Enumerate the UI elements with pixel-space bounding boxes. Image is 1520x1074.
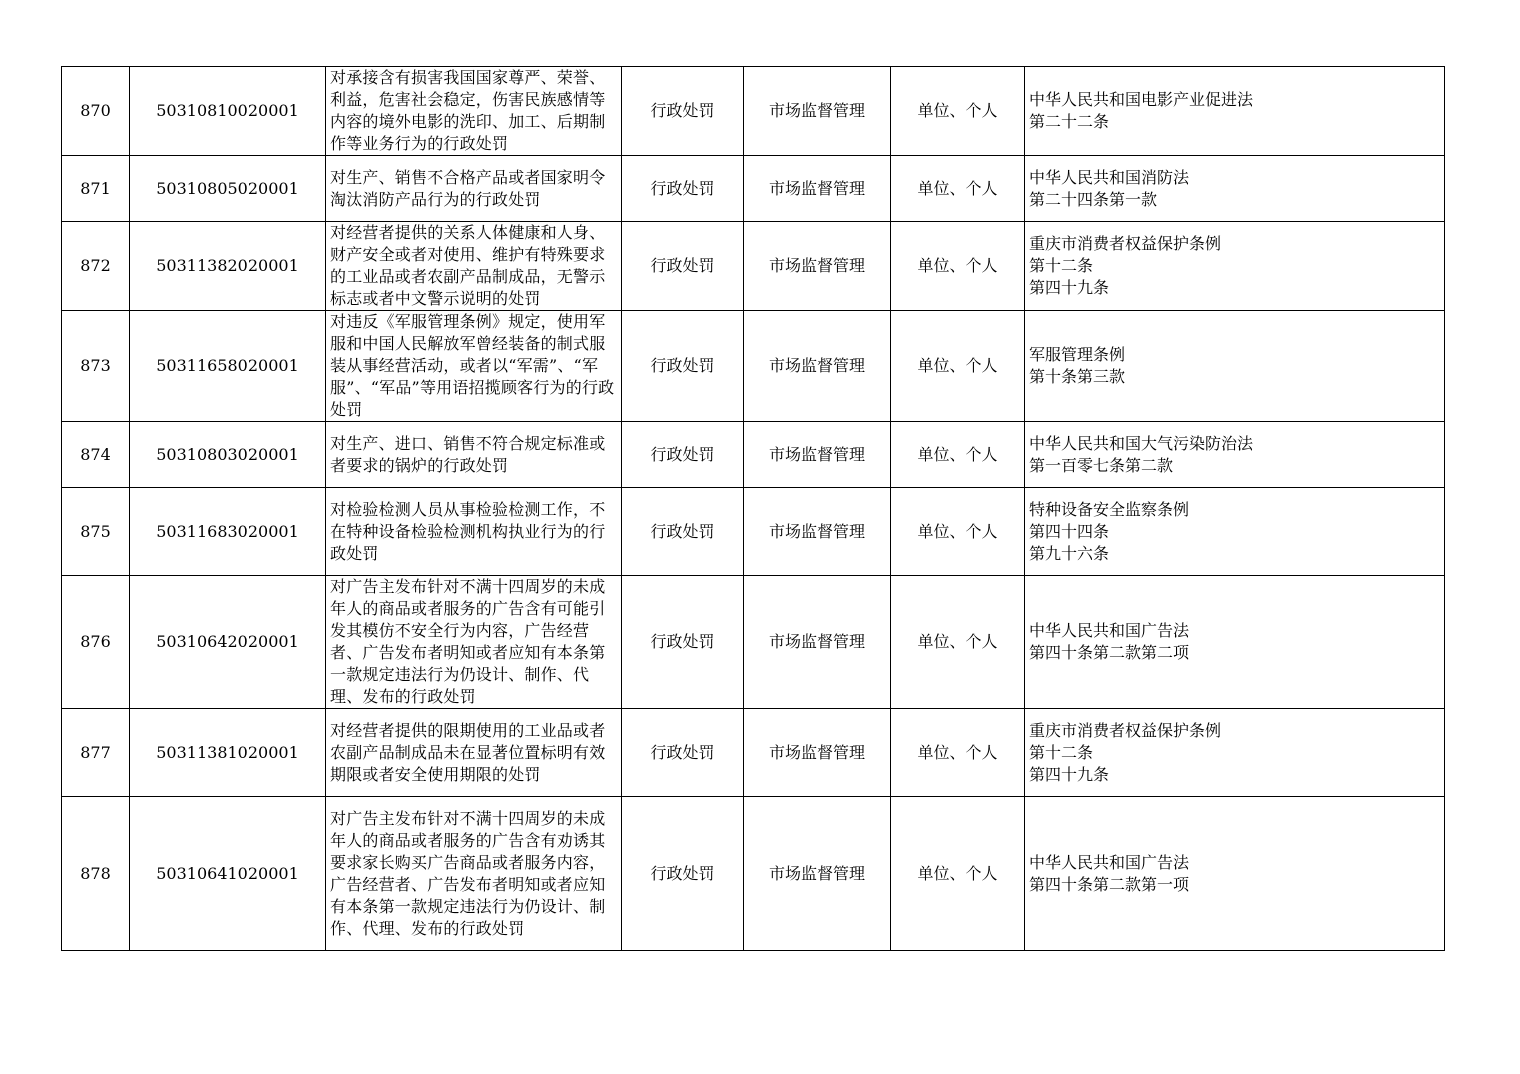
legal-basis-cell [1025,67,1445,156]
table-body [62,67,1445,951]
legal-basis-line: 第四十四条 [1029,521,1110,541]
department-cell: 市场监督管理 [744,576,891,709]
legal-basis-cell [1025,222,1445,311]
row-number-cell: 870 [62,67,130,156]
legal-basis-line: 中华人民共和国广告法 [1029,852,1190,872]
item-description-cell: 对经营者提供的限期使用的工业品或者农副产品制成品未在显著位置标明有效期限或者安全使用期限的处罚 [326,709,622,797]
item-description-cell: 对经营者提供的关系人体健康和人身、财产安全或者对使用、维护有特殊要求的工业品或者农副产品制成品，无警示标志或者中文警示说明的处罚 [326,222,622,311]
subject-cell: 单位、个人 [891,576,1025,709]
item-description-cell: 对生产、销售不合格产品或者国家明令淘汰消防产品行为的行政处罚 [326,156,622,222]
legal-basis-line: 重庆市消费者权益保护条例 [1029,720,1222,740]
legal-basis-line: 中华人民共和国消防法 [1029,167,1190,187]
item-type-cell: 行政处罚 [622,576,744,709]
table-row [62,422,1445,488]
item-code-cell: 50310810020001 [130,67,326,156]
department-cell: 市场监督管理 [744,709,891,797]
item-code-cell: 50311658020001 [130,311,326,422]
item-code-cell: 50310641020001 [130,797,326,951]
legal-basis-cell [1025,709,1445,797]
legal-basis-line: 第二十二条 [1029,112,1110,131]
item-description-cell: 对承接含有损害我国国家尊严、荣誉、利益，危害社会稳定，伤害民族感情等内容的境外电影的洗印、加工、后期制作等业务行为的行政处罚 [326,67,622,156]
department-cell: 市场监督管理 [744,422,891,488]
legal-basis-line: 第四十条第二款第一项 [1029,874,1190,894]
row-number-cell: 872 [62,222,130,311]
legal-basis-line: 中华人民共和国电影产业促进法 [1029,90,1254,109]
department-cell: 市场监督管理 [744,488,891,576]
item-code-cell: 50311683020001 [130,488,326,576]
legal-basis-line: 第九十六条 [1029,543,1110,563]
table-row [62,311,1445,422]
row-number-cell: 875 [62,488,130,576]
item-type-cell: 行政处罚 [622,156,744,222]
item-type-cell: 行政处罚 [622,222,744,311]
subject-cell: 单位、个人 [891,156,1025,222]
department-cell: 市场监督管理 [744,222,891,311]
item-code-cell: 50311381020001 [130,709,326,797]
table-row [62,222,1445,311]
table-row [62,156,1445,222]
item-type-cell: 行政处罚 [622,488,744,576]
table-row [62,576,1445,709]
row-number-cell: 874 [62,422,130,488]
legal-basis-line: 第二十四条第一款 [1029,189,1158,209]
legal-basis-line: 第十二条 [1029,256,1094,275]
legal-basis-line: 第一百零七条第二款 [1029,455,1174,475]
item-description-cell: 对广告主发布针对不满十四周岁的未成年人的商品或者服务的广告含有可能引发其模仿不安全行为内容，广告经营者、广告发布者明知或者应知有本条第一款规定违法行为仍设计、制作、代理、发布的行政处罚 [326,576,622,709]
subject-cell: 单位、个人 [891,488,1025,576]
legal-basis-cell [1025,311,1445,422]
item-code-cell: 50310803020001 [130,422,326,488]
table-row [62,67,1445,156]
item-type-cell: 行政处罚 [622,311,744,422]
item-description-cell: 对生产、进口、销售不符合规定标准或者要求的锅炉的行政处罚 [326,422,622,488]
table-row [62,709,1445,797]
item-type-cell: 行政处罚 [622,797,744,951]
legal-basis-line: 中华人民共和国大气污染防治法 [1029,433,1254,453]
item-description-cell: 对违反《军服管理条例》规定，使用军服和中国人民解放军曾经装备的制式服装从事经营活动，或者以“军需”、“军服”、“军品”等用语招揽顾客行为的行政处罚 [326,311,622,422]
row-number-cell: 877 [62,709,130,797]
item-code-cell: 50310805020001 [130,156,326,222]
legal-basis-line: 第十二条 [1029,742,1094,762]
department-cell: 市场监督管理 [744,156,891,222]
subject-cell: 单位、个人 [891,67,1025,156]
item-type-cell: 行政处罚 [622,67,744,156]
legal-basis-line: 重庆市消费者权益保护条例 [1029,234,1222,253]
item-description-cell: 对广告主发布针对不满十四周岁的未成年人的商品或者服务的广告含有劝诱其要求家长购买广告商品或者服务内容，广告经营者、广告发布者明知或者应知有本条第一款规定违法行为仍设计、制作、代理、发布的行政处罚 [326,797,622,951]
table-row [62,797,1445,951]
legal-basis-line: 特种设备安全监察条例 [1029,499,1190,519]
row-number-cell: 873 [62,311,130,422]
legal-basis-cell [1025,488,1445,576]
legal-basis-cell [1025,156,1445,222]
row-number-cell: 878 [62,797,130,951]
legal-basis-cell [1025,422,1445,488]
item-type-cell: 行政处罚 [622,422,744,488]
subject-cell: 单位、个人 [891,797,1025,951]
item-type-cell: 行政处罚 [622,709,744,797]
item-code-cell: 50310642020001 [130,576,326,709]
legal-basis-line: 第十条第三款 [1029,367,1126,386]
legal-basis-line: 军服管理条例 [1029,345,1126,364]
department-cell: 市场监督管理 [744,311,891,422]
penalty-items-table [61,66,1445,951]
item-code-cell: 50311382020001 [130,222,326,311]
legal-basis-line: 第四十九条 [1029,278,1110,297]
subject-cell: 单位、个人 [891,311,1025,422]
legal-basis-line: 第四十九条 [1029,764,1110,784]
department-cell: 市场监督管理 [744,797,891,951]
legal-basis-cell [1025,797,1445,951]
legal-basis-cell [1025,576,1445,709]
subject-cell: 单位、个人 [891,709,1025,797]
table-row [62,488,1445,576]
legal-basis-line: 中华人民共和国广告法 [1029,621,1190,640]
subject-cell: 单位、个人 [891,222,1025,311]
row-number-cell: 876 [62,576,130,709]
department-cell: 市场监督管理 [744,67,891,156]
subject-cell: 单位、个人 [891,422,1025,488]
legal-basis-line: 第四十条第二款第二项 [1029,643,1190,662]
row-number-cell: 871 [62,156,130,222]
item-description-cell: 对检验检测人员从事检验检测工作，不在特种设备检验检测机构执业行为的行政处罚 [326,488,622,576]
